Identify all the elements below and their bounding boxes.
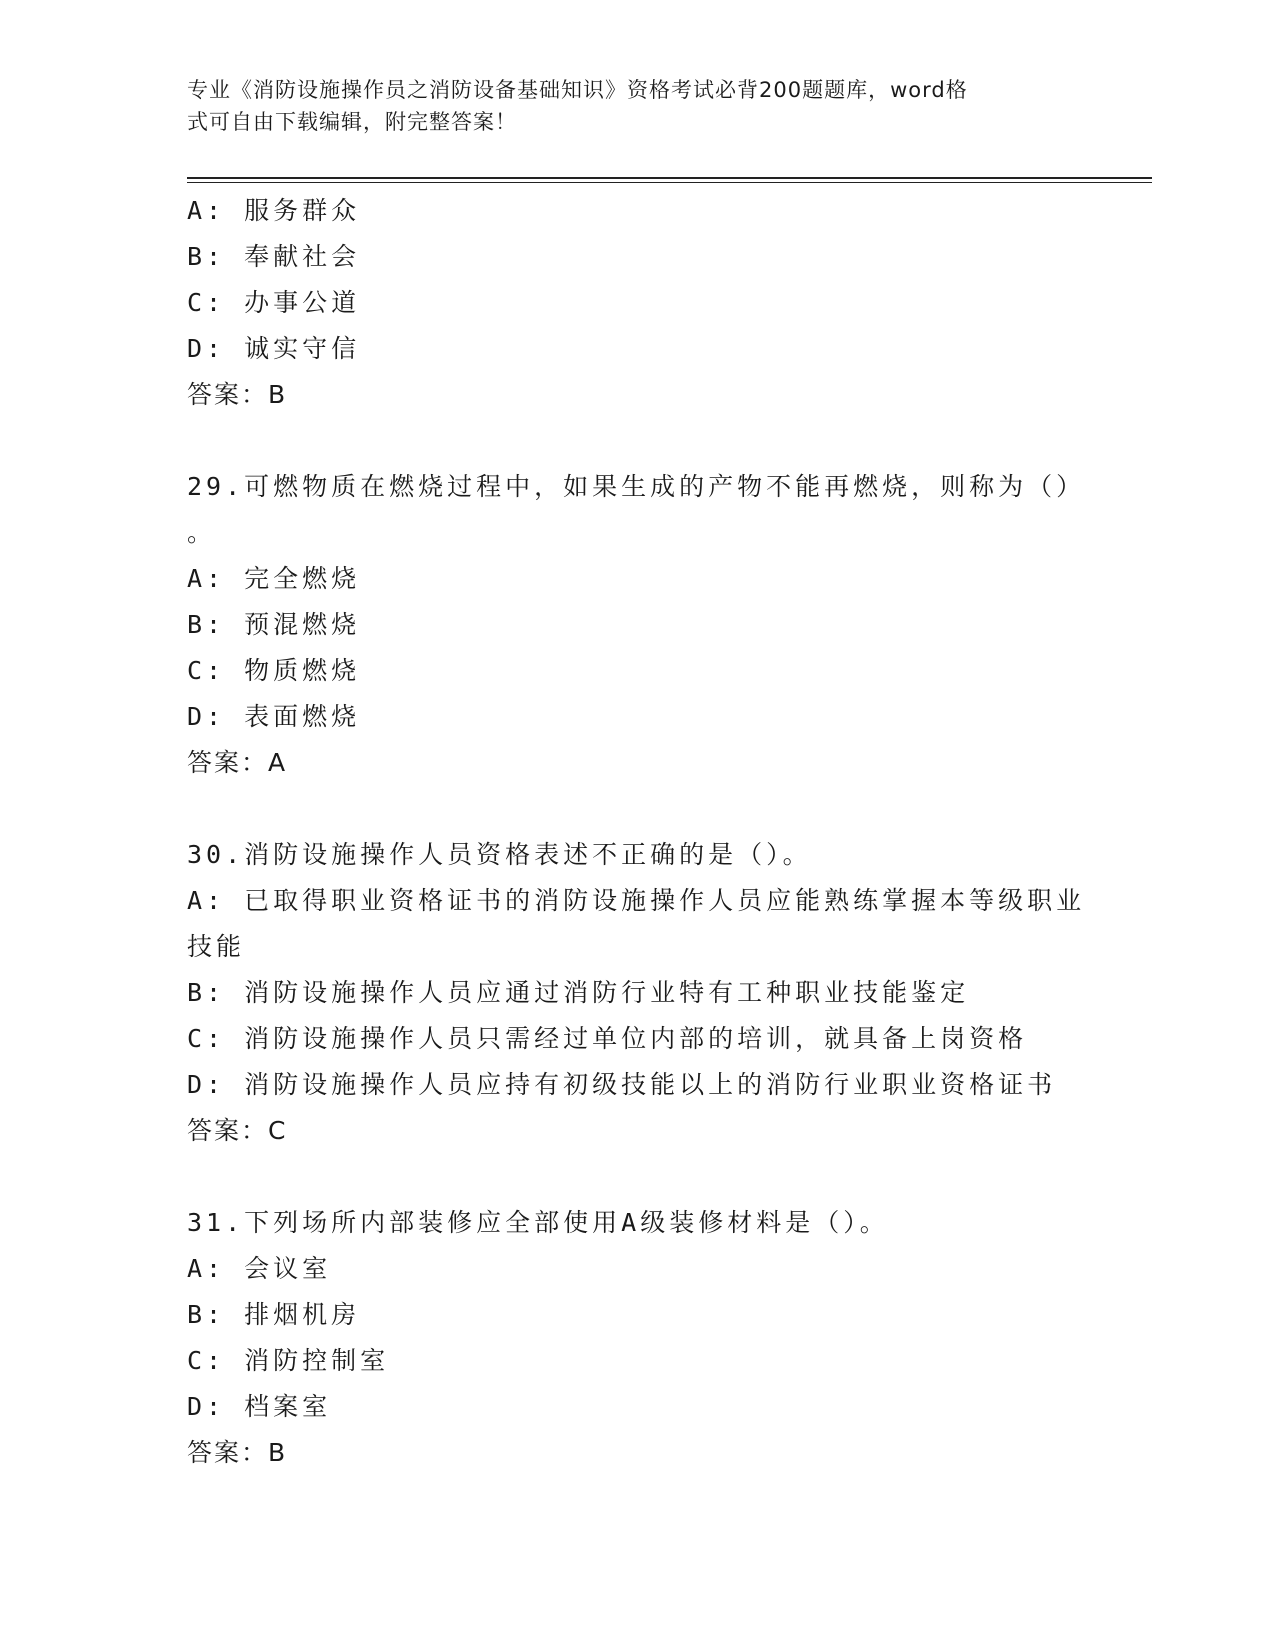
option-c: C: 物质燃烧 xyxy=(187,656,361,685)
option-b: B: 奉献社会 xyxy=(187,242,361,271)
option-c: C: 消防设施操作人员只需经过单位内部的培训，就具备上岗资格 xyxy=(187,1024,1028,1053)
header-title-line-1: 专业《消防设施操作员之消防设备基础知识》资格考试必背200题题库，word格 xyxy=(187,78,968,102)
spacer xyxy=(187,418,1087,464)
option-c: C: 办事公道 xyxy=(187,288,361,317)
option-a: A: 已取得职业资格证书的消防设施操作人员应能熟练掌握本等级职业 xyxy=(187,886,1086,915)
header-divider-thick xyxy=(187,177,1152,179)
option-d: D: 表面燃烧 xyxy=(187,702,361,731)
option-d: D: 消防设施操作人员应持有初级技能以上的消防行业职业资格证书 xyxy=(187,1070,1057,1099)
header-title-line-2: 式可自由下载编辑，附完整答案！ xyxy=(187,110,517,134)
option-a: A: 会议室 xyxy=(187,1254,332,1283)
option-a: A: 完全燃烧 xyxy=(187,564,361,593)
option-d: D: 诚实守信 xyxy=(187,334,361,363)
spacer xyxy=(187,786,1087,832)
option-b: B: 排烟机房 xyxy=(187,1300,361,1329)
question-28 xyxy=(187,188,1087,418)
answer: 答案：B xyxy=(187,1438,288,1467)
option-b: B: 消防设施操作人员应通过消防行业特有工种职业技能鉴定 xyxy=(187,978,970,1007)
option-a-continued: 技能 xyxy=(187,932,246,961)
answer: 答案：A xyxy=(187,748,288,777)
option-b: B: 预混燃烧 xyxy=(187,610,361,639)
spacer xyxy=(187,1154,1087,1200)
document-header xyxy=(187,74,1067,138)
option-a: A: 服务群众 xyxy=(187,196,361,225)
option-c: C: 消防控制室 xyxy=(187,1346,390,1375)
question-text: 30.消防设施操作人员资格表述不正确的是（）。 xyxy=(187,840,812,869)
question-text: 29.可燃物质在燃烧过程中，如果生成的产物不能再燃烧，则称为（） xyxy=(187,472,1086,501)
question-text-continued: 。 xyxy=(187,518,217,547)
question-31 xyxy=(187,1200,1087,1476)
header-divider-thin xyxy=(187,182,1152,183)
question-list xyxy=(187,188,1087,1476)
question-29 xyxy=(187,464,1087,786)
answer: 答案：C xyxy=(187,1116,288,1145)
answer: 答案：B xyxy=(187,380,288,409)
question-30 xyxy=(187,832,1087,1154)
option-d: D: 档案室 xyxy=(187,1392,332,1421)
question-text: 31.下列场所内部装修应全部使用A级装修材料是（）。 xyxy=(187,1208,889,1237)
